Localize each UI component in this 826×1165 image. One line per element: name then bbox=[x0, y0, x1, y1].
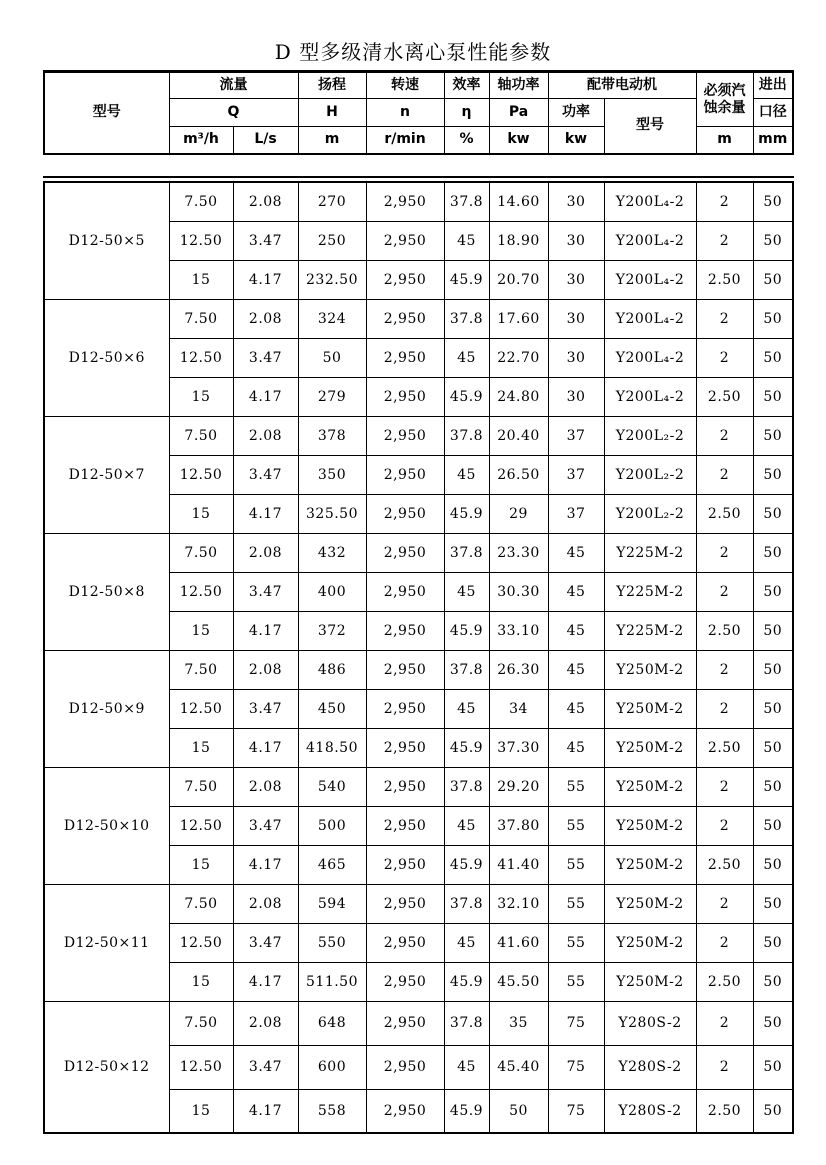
value-cell: 15 bbox=[169, 494, 233, 533]
value-cell: 2,950 bbox=[366, 923, 444, 962]
value-cell: 3.47 bbox=[233, 338, 298, 377]
value-cell: 12.50 bbox=[169, 221, 233, 260]
header-unit-ls: L/s bbox=[233, 127, 298, 154]
value-cell: 30 bbox=[548, 182, 604, 221]
value-cell: 12.50 bbox=[169, 572, 233, 611]
value-cell: 30 bbox=[548, 221, 604, 260]
value-cell: Y250M-2 bbox=[604, 923, 696, 962]
value-cell: 50 bbox=[753, 611, 793, 650]
value-cell: 75 bbox=[548, 1089, 604, 1133]
pump-model-cell: D12-50×9 bbox=[44, 650, 169, 767]
value-cell: 2 bbox=[696, 182, 753, 221]
value-cell: 50 bbox=[753, 923, 793, 962]
value-cell: 37 bbox=[548, 416, 604, 455]
value-cell: 45 bbox=[548, 611, 604, 650]
value-cell: 2,950 bbox=[366, 884, 444, 923]
value-cell: Y200L₄-2 bbox=[604, 299, 696, 338]
value-cell: 29.20 bbox=[489, 767, 548, 806]
header-head: 扬程 bbox=[298, 72, 366, 99]
value-cell: 55 bbox=[548, 767, 604, 806]
value-cell: Y225M-2 bbox=[604, 533, 696, 572]
value-cell: 7.50 bbox=[169, 767, 233, 806]
value-cell: 50 bbox=[753, 845, 793, 884]
value-cell: 7.50 bbox=[169, 884, 233, 923]
header-motor-model: 型号 bbox=[604, 99, 696, 154]
value-cell: 7.50 bbox=[169, 182, 233, 221]
value-cell: 45 bbox=[548, 533, 604, 572]
value-cell: 17.60 bbox=[489, 299, 548, 338]
header-motor-group: 配带电动机 bbox=[548, 72, 696, 99]
value-cell: 2 bbox=[696, 338, 753, 377]
value-cell: 45 bbox=[444, 1045, 489, 1089]
header-npsh bbox=[696, 72, 753, 127]
value-cell: 15 bbox=[169, 728, 233, 767]
value-cell: 2,950 bbox=[366, 650, 444, 689]
value-cell: 540 bbox=[298, 767, 366, 806]
value-cell: 2,950 bbox=[366, 221, 444, 260]
pump-model-cell: D12-50×12 bbox=[44, 1001, 169, 1133]
value-cell: 37.8 bbox=[444, 650, 489, 689]
value-cell: 12.50 bbox=[169, 455, 233, 494]
pump-table-body bbox=[44, 182, 793, 1133]
value-cell: 2 bbox=[696, 923, 753, 962]
value-cell: 50 bbox=[753, 338, 793, 377]
spec-data-table bbox=[43, 181, 794, 1134]
table-row bbox=[44, 1001, 793, 1045]
value-cell: 26.50 bbox=[489, 455, 548, 494]
value-cell: 45 bbox=[444, 806, 489, 845]
value-cell: 3.47 bbox=[233, 455, 298, 494]
value-cell: 75 bbox=[548, 1001, 604, 1045]
value-cell: Y280S-2 bbox=[604, 1089, 696, 1133]
value-cell: 45 bbox=[444, 221, 489, 260]
value-cell: 250 bbox=[298, 221, 366, 260]
value-cell: 45 bbox=[444, 455, 489, 494]
value-cell: 3.47 bbox=[233, 923, 298, 962]
value-cell: 486 bbox=[298, 650, 366, 689]
value-cell: 2,950 bbox=[366, 962, 444, 1001]
value-cell: 324 bbox=[298, 299, 366, 338]
value-cell: 2 bbox=[696, 221, 753, 260]
value-cell: 2.50 bbox=[696, 611, 753, 650]
header-motor-power: 功率 bbox=[548, 99, 604, 127]
value-cell: 55 bbox=[548, 845, 604, 884]
value-cell: 50 bbox=[753, 728, 793, 767]
header-port-line1: 进出 bbox=[753, 72, 793, 99]
value-cell: 648 bbox=[298, 1001, 366, 1045]
value-cell: 32.10 bbox=[489, 884, 548, 923]
value-cell: Y250M-2 bbox=[604, 767, 696, 806]
value-cell: Y250M-2 bbox=[604, 689, 696, 728]
value-cell: 4.17 bbox=[233, 1089, 298, 1133]
value-cell: 45.9 bbox=[444, 962, 489, 1001]
value-cell: 34 bbox=[489, 689, 548, 728]
value-cell: 45.9 bbox=[444, 494, 489, 533]
value-cell: 45.9 bbox=[444, 1089, 489, 1133]
header-unit-pct: % bbox=[444, 127, 489, 154]
value-cell: Y200L₂-2 bbox=[604, 416, 696, 455]
value-cell: 12.50 bbox=[169, 1045, 233, 1089]
header-unit-rmin: r/min bbox=[366, 127, 444, 154]
value-cell: 550 bbox=[298, 923, 366, 962]
value-cell: 12.50 bbox=[169, 806, 233, 845]
value-cell: 41.60 bbox=[489, 923, 548, 962]
value-cell: 50 bbox=[753, 650, 793, 689]
header-shaft-power: 轴功率 bbox=[489, 72, 548, 99]
value-cell: 50 bbox=[753, 416, 793, 455]
value-cell: 50 bbox=[753, 260, 793, 299]
value-cell: 45 bbox=[444, 338, 489, 377]
value-cell: 12.50 bbox=[169, 923, 233, 962]
header-shaft-pa: Pa bbox=[489, 99, 548, 127]
value-cell: 2.08 bbox=[233, 533, 298, 572]
value-cell: 2.08 bbox=[233, 767, 298, 806]
value-cell: 2.50 bbox=[696, 494, 753, 533]
value-cell: 7.50 bbox=[169, 1001, 233, 1045]
header-unit-m-npsh: m bbox=[696, 127, 753, 154]
value-cell: 2 bbox=[696, 455, 753, 494]
value-cell: 15 bbox=[169, 845, 233, 884]
value-cell: 2.50 bbox=[696, 260, 753, 299]
value-cell: 4.17 bbox=[233, 377, 298, 416]
value-cell: 232.50 bbox=[298, 260, 366, 299]
value-cell: 465 bbox=[298, 845, 366, 884]
value-cell: 30 bbox=[548, 260, 604, 299]
value-cell: 2,950 bbox=[366, 494, 444, 533]
value-cell: 55 bbox=[548, 962, 604, 1001]
header-unit-kw-shaft: kw bbox=[489, 127, 548, 154]
value-cell: 2 bbox=[696, 572, 753, 611]
value-cell: 2,950 bbox=[366, 260, 444, 299]
header-row-1 bbox=[44, 72, 793, 99]
value-cell: 270 bbox=[298, 182, 366, 221]
double-rule-line bbox=[43, 176, 794, 178]
value-cell: 26.30 bbox=[489, 650, 548, 689]
value-cell: 432 bbox=[298, 533, 366, 572]
value-cell: 2,950 bbox=[366, 299, 444, 338]
value-cell: Y250M-2 bbox=[604, 806, 696, 845]
value-cell: 75 bbox=[548, 1045, 604, 1089]
value-cell: 14.60 bbox=[489, 182, 548, 221]
value-cell: 50 bbox=[753, 806, 793, 845]
value-cell: 15 bbox=[169, 962, 233, 1001]
value-cell: 2,950 bbox=[366, 572, 444, 611]
value-cell: 37 bbox=[548, 455, 604, 494]
value-cell: 55 bbox=[548, 923, 604, 962]
value-cell: 2 bbox=[696, 1001, 753, 1045]
value-cell: 37.8 bbox=[444, 533, 489, 572]
value-cell: 37.80 bbox=[489, 806, 548, 845]
value-cell: 15 bbox=[169, 1089, 233, 1133]
value-cell: 7.50 bbox=[169, 533, 233, 572]
value-cell: Y250M-2 bbox=[604, 728, 696, 767]
value-cell: 2,950 bbox=[366, 1045, 444, 1089]
value-cell: 15 bbox=[169, 377, 233, 416]
value-cell: 50 bbox=[753, 962, 793, 1001]
value-cell: 2 bbox=[696, 884, 753, 923]
value-cell: Y250M-2 bbox=[604, 962, 696, 1001]
value-cell: 55 bbox=[548, 884, 604, 923]
value-cell: 4.17 bbox=[233, 260, 298, 299]
value-cell: 45.50 bbox=[489, 962, 548, 1001]
value-cell: 15 bbox=[169, 260, 233, 299]
value-cell: 2,950 bbox=[366, 533, 444, 572]
value-cell: 2.08 bbox=[233, 416, 298, 455]
value-cell: 2.50 bbox=[696, 1089, 753, 1133]
value-cell: 50 bbox=[753, 767, 793, 806]
value-cell: 2 bbox=[696, 806, 753, 845]
value-cell: 37.8 bbox=[444, 767, 489, 806]
header-speed: 转速 bbox=[366, 72, 444, 99]
header-efficiency: 效率 bbox=[444, 72, 489, 99]
value-cell: 45 bbox=[444, 923, 489, 962]
pump-model-cell: D12-50×11 bbox=[44, 884, 169, 1001]
value-cell: Y250M-2 bbox=[604, 884, 696, 923]
value-cell: 3.47 bbox=[233, 689, 298, 728]
value-cell: 2 bbox=[696, 689, 753, 728]
value-cell: 2 bbox=[696, 299, 753, 338]
header-model: 型号 bbox=[44, 72, 169, 154]
value-cell: 18.90 bbox=[489, 221, 548, 260]
value-cell: 2,950 bbox=[366, 416, 444, 455]
header-unit-m3h: m³/h bbox=[169, 127, 233, 154]
value-cell: 2 bbox=[696, 533, 753, 572]
value-cell: 50 bbox=[753, 1089, 793, 1133]
value-cell: Y280S-2 bbox=[604, 1001, 696, 1045]
value-cell: 45 bbox=[444, 572, 489, 611]
value-cell: Y200L₄-2 bbox=[604, 338, 696, 377]
table-row bbox=[44, 416, 793, 455]
value-cell: 2.08 bbox=[233, 650, 298, 689]
header-npsh-line1: 必须汽 bbox=[703, 82, 746, 99]
value-cell: Y200L₂-2 bbox=[604, 455, 696, 494]
value-cell: 20.70 bbox=[489, 260, 548, 299]
table-row bbox=[44, 884, 793, 923]
pump-model-cell: D12-50×10 bbox=[44, 767, 169, 884]
value-cell: 2 bbox=[696, 1045, 753, 1089]
pump-model-cell: D12-50×6 bbox=[44, 299, 169, 416]
value-cell: 2 bbox=[696, 416, 753, 455]
value-cell: 50 bbox=[753, 1045, 793, 1089]
value-cell: 2,950 bbox=[366, 689, 444, 728]
value-cell: Y225M-2 bbox=[604, 611, 696, 650]
pump-model-cell: D12-50×5 bbox=[44, 182, 169, 299]
value-cell: 2.08 bbox=[233, 299, 298, 338]
value-cell: 2.50 bbox=[696, 962, 753, 1001]
value-cell: 2,950 bbox=[366, 1001, 444, 1045]
value-cell: 2,950 bbox=[366, 767, 444, 806]
value-cell: Y250M-2 bbox=[604, 650, 696, 689]
value-cell: 20.40 bbox=[489, 416, 548, 455]
value-cell: 7.50 bbox=[169, 416, 233, 455]
header-unit-m-head: m bbox=[298, 127, 366, 154]
value-cell: Y200L₄-2 bbox=[604, 260, 696, 299]
value-cell: Y280S-2 bbox=[604, 1045, 696, 1089]
value-cell: 50 bbox=[298, 338, 366, 377]
value-cell: 30 bbox=[548, 299, 604, 338]
value-cell: 2,950 bbox=[366, 455, 444, 494]
value-cell: 33.10 bbox=[489, 611, 548, 650]
value-cell: 7.50 bbox=[169, 299, 233, 338]
value-cell: 2,950 bbox=[366, 728, 444, 767]
table-row bbox=[44, 767, 793, 806]
spec-header-table bbox=[43, 70, 794, 155]
value-cell: Y250M-2 bbox=[604, 845, 696, 884]
value-cell: 45.9 bbox=[444, 611, 489, 650]
value-cell: 2 bbox=[696, 650, 753, 689]
value-cell: 4.17 bbox=[233, 494, 298, 533]
value-cell: 50 bbox=[753, 689, 793, 728]
value-cell: 3.47 bbox=[233, 572, 298, 611]
value-cell: Y200L₄-2 bbox=[604, 182, 696, 221]
value-cell: 37.8 bbox=[444, 884, 489, 923]
value-cell: 2.08 bbox=[233, 1001, 298, 1045]
value-cell: 2.08 bbox=[233, 182, 298, 221]
value-cell: 4.17 bbox=[233, 728, 298, 767]
value-cell: 45.9 bbox=[444, 845, 489, 884]
value-cell: 2.50 bbox=[696, 845, 753, 884]
header-port-line2: 口径 bbox=[753, 99, 793, 127]
value-cell: 50 bbox=[753, 299, 793, 338]
header-speed-n: n bbox=[366, 99, 444, 127]
value-cell: 511.50 bbox=[298, 962, 366, 1001]
value-cell: 4.17 bbox=[233, 962, 298, 1001]
value-cell: 50 bbox=[753, 1001, 793, 1045]
value-cell: 600 bbox=[298, 1045, 366, 1089]
value-cell: 45 bbox=[548, 689, 604, 728]
value-cell: 2,950 bbox=[366, 1089, 444, 1133]
value-cell: 50 bbox=[753, 377, 793, 416]
value-cell: 2,950 bbox=[366, 806, 444, 845]
value-cell: 2,950 bbox=[366, 338, 444, 377]
value-cell: 12.50 bbox=[169, 689, 233, 728]
value-cell: 3.47 bbox=[233, 1045, 298, 1089]
value-cell: 2.50 bbox=[696, 377, 753, 416]
value-cell: 50 bbox=[753, 455, 793, 494]
value-cell: 418.50 bbox=[298, 728, 366, 767]
value-cell: 41.40 bbox=[489, 845, 548, 884]
value-cell: 7.50 bbox=[169, 650, 233, 689]
value-cell: 37 bbox=[548, 494, 604, 533]
value-cell: 55 bbox=[548, 806, 604, 845]
value-cell: 37.8 bbox=[444, 299, 489, 338]
value-cell: 23.30 bbox=[489, 533, 548, 572]
value-cell: 3.47 bbox=[233, 221, 298, 260]
value-cell: 15 bbox=[169, 611, 233, 650]
value-cell: 350 bbox=[298, 455, 366, 494]
value-cell: 35 bbox=[489, 1001, 548, 1045]
value-cell: Y200L₄-2 bbox=[604, 221, 696, 260]
value-cell: 45 bbox=[548, 728, 604, 767]
value-cell: 50 bbox=[753, 572, 793, 611]
value-cell: 594 bbox=[298, 884, 366, 923]
value-cell: 50 bbox=[753, 182, 793, 221]
header-flow: 流量 bbox=[169, 72, 298, 99]
value-cell: Y200L₂-2 bbox=[604, 494, 696, 533]
table-body-section bbox=[43, 176, 794, 1134]
table-row bbox=[44, 533, 793, 572]
value-cell: 45.9 bbox=[444, 377, 489, 416]
value-cell: 2,950 bbox=[366, 611, 444, 650]
value-cell: 45 bbox=[548, 650, 604, 689]
value-cell: 30.30 bbox=[489, 572, 548, 611]
header-npsh-line2: 蚀余量 bbox=[703, 99, 746, 116]
value-cell: 45 bbox=[444, 689, 489, 728]
table-row bbox=[44, 299, 793, 338]
value-cell: 2.08 bbox=[233, 884, 298, 923]
table-row bbox=[44, 182, 793, 221]
value-cell: 12.50 bbox=[169, 338, 233, 377]
value-cell: 3.47 bbox=[233, 806, 298, 845]
value-cell: 2,950 bbox=[366, 182, 444, 221]
value-cell: 29 bbox=[489, 494, 548, 533]
value-cell: 45 bbox=[548, 572, 604, 611]
value-cell: 24.80 bbox=[489, 377, 548, 416]
value-cell: 30 bbox=[548, 377, 604, 416]
value-cell: 50 bbox=[753, 884, 793, 923]
value-cell: 37.8 bbox=[444, 1001, 489, 1045]
value-cell: 50 bbox=[753, 221, 793, 260]
header-unit-mm: mm bbox=[753, 127, 793, 154]
value-cell: 45.9 bbox=[444, 728, 489, 767]
page-title: D 型多级清水离心泵性能参数 bbox=[274, 40, 552, 64]
value-cell: 30 bbox=[548, 338, 604, 377]
pump-model-cell: D12-50×7 bbox=[44, 416, 169, 533]
table-header-section bbox=[43, 70, 794, 155]
value-cell: 4.17 bbox=[233, 845, 298, 884]
value-cell: 50 bbox=[753, 533, 793, 572]
value-cell: 372 bbox=[298, 611, 366, 650]
value-cell: 400 bbox=[298, 572, 366, 611]
value-cell: 37.8 bbox=[444, 182, 489, 221]
value-cell: 2,950 bbox=[366, 845, 444, 884]
value-cell: 558 bbox=[298, 1089, 366, 1133]
value-cell: Y225M-2 bbox=[604, 572, 696, 611]
table-row bbox=[44, 650, 793, 689]
value-cell: 378 bbox=[298, 416, 366, 455]
value-cell: 45.9 bbox=[444, 260, 489, 299]
value-cell: 37.8 bbox=[444, 416, 489, 455]
value-cell: 2,950 bbox=[366, 377, 444, 416]
value-cell: 50 bbox=[489, 1089, 548, 1133]
value-cell: 37.30 bbox=[489, 728, 548, 767]
value-cell: 500 bbox=[298, 806, 366, 845]
header-eff-eta: η bbox=[444, 99, 489, 127]
header-unit-kw-motor: kw bbox=[548, 127, 604, 154]
value-cell: 2.50 bbox=[696, 728, 753, 767]
value-cell: Y200L₄-2 bbox=[604, 377, 696, 416]
value-cell: 4.17 bbox=[233, 611, 298, 650]
value-cell: 450 bbox=[298, 689, 366, 728]
value-cell: 50 bbox=[753, 494, 793, 533]
header-flow-q: Q bbox=[169, 99, 298, 127]
value-cell: 279 bbox=[298, 377, 366, 416]
pump-model-cell: D12-50×8 bbox=[44, 533, 169, 650]
value-cell: 325.50 bbox=[298, 494, 366, 533]
header-head-h: H bbox=[298, 99, 366, 127]
value-cell: 22.70 bbox=[489, 338, 548, 377]
value-cell: 2 bbox=[696, 767, 753, 806]
value-cell: 45.40 bbox=[489, 1045, 548, 1089]
